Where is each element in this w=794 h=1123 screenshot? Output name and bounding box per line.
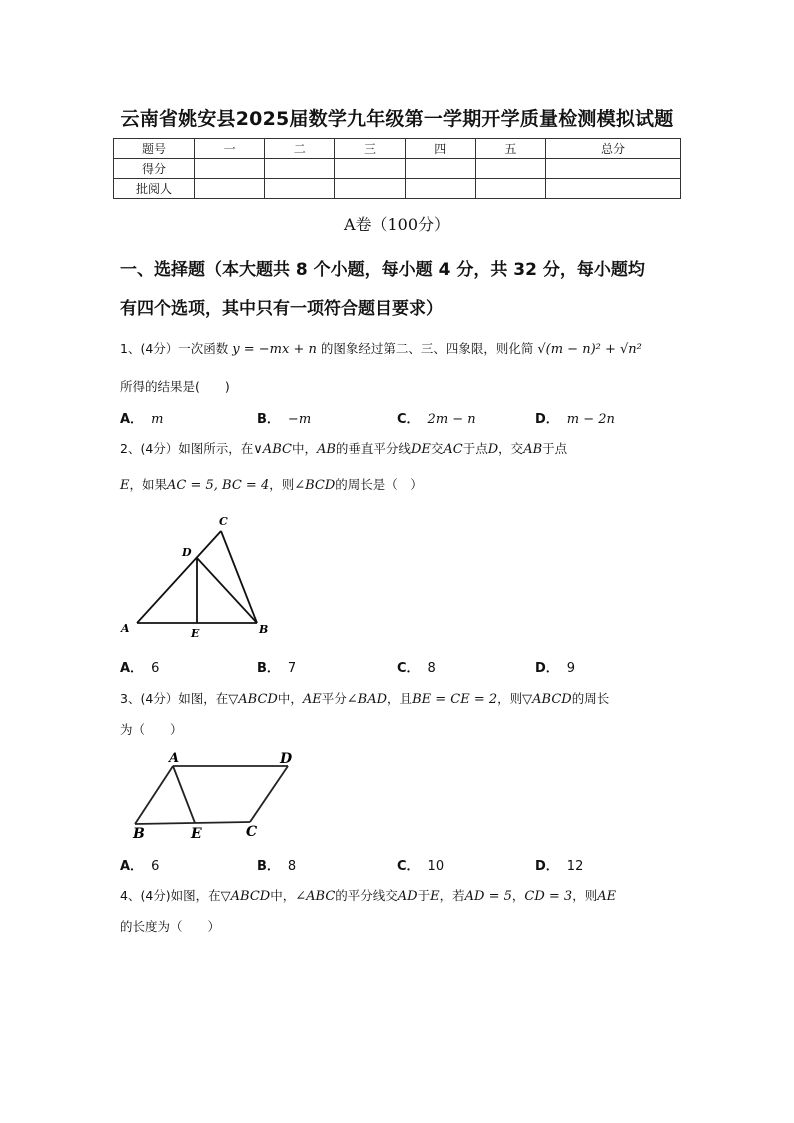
option-value: −m [287, 412, 312, 427]
segment-cb [221, 531, 257, 623]
table-cell: 四 [405, 139, 475, 159]
q3-text: 平分 [321, 691, 347, 706]
option-value: 8 [287, 859, 297, 874]
q4-math: E [430, 889, 440, 904]
question-1-line2: 所得的结果是( ) [120, 379, 230, 394]
q2-option-a[interactable] [120, 657, 159, 676]
q2-text: 于点 [462, 441, 488, 456]
table-cell[interactable] [475, 179, 545, 199]
q2-math: AC [443, 442, 463, 457]
q1-expression: √(m − n)² + √n² [537, 342, 642, 357]
table-cell[interactable] [546, 159, 681, 179]
q2-math: D [487, 442, 499, 457]
question-3-line1 [120, 689, 609, 707]
q4-text: 4、(4分)如图，在 [120, 888, 221, 903]
q3-text: 中， [277, 691, 303, 706]
q4-text: ，若 [439, 888, 465, 903]
q1-equation: y = −mx + n [232, 342, 317, 357]
q4-math: CD = 3 [524, 889, 573, 904]
q1-option-c[interactable] [397, 408, 476, 427]
q2-math: AC = 5, BC = 4 [167, 478, 270, 493]
q2-math: ∠BCD [294, 478, 336, 493]
table-cell[interactable] [195, 159, 265, 179]
q3-math: ▽ABCD [522, 692, 572, 707]
option-label: D． [535, 859, 559, 874]
q2-math: E [120, 478, 130, 493]
q3-math: BE = CE = 2 [412, 692, 498, 707]
option-label: D． [535, 661, 559, 676]
option-label: A． [120, 859, 144, 874]
question-2-line2 [120, 475, 423, 493]
q2-text: 中， [291, 441, 317, 456]
label-d: D [182, 546, 192, 559]
q4-math: AE [597, 889, 617, 904]
option-label: C． [397, 859, 420, 874]
q1-option-a[interactable] [120, 408, 163, 427]
q3-option-b[interactable] [257, 855, 296, 874]
q3-text: ，且 [387, 691, 413, 706]
score-table [113, 138, 681, 199]
table-cell[interactable] [265, 159, 335, 179]
segment-ac [137, 531, 221, 623]
table-cell: 五 [475, 139, 545, 159]
option-label: A． [120, 661, 144, 676]
segment-bc [135, 822, 250, 824]
segment-db [197, 558, 257, 623]
q2-math: AB [523, 442, 543, 457]
q2-math: AB [316, 442, 336, 457]
q3-math: ∠BAD [346, 692, 388, 707]
table-cell[interactable] [265, 179, 335, 199]
q4-math: ∠ABC [295, 889, 336, 904]
label-e: E [191, 627, 200, 640]
option-value: m − 2n [566, 412, 615, 427]
table-row [114, 159, 681, 179]
q2-triangle-figure [115, 510, 275, 645]
q4-math: AD = 5 [464, 889, 512, 904]
q4-text: ，则 [572, 888, 598, 903]
table-cell: 三 [335, 139, 405, 159]
q2-text: 2、(4分）如图所示，在 [120, 441, 254, 456]
option-label: C． [397, 412, 420, 427]
question-1-line1 [120, 339, 642, 357]
q4-text: 中， [270, 888, 296, 903]
option-label: D． [535, 412, 559, 427]
label-b: B [133, 826, 145, 842]
q2-text: ，则 [269, 477, 295, 492]
q4-text: 于 [417, 888, 431, 903]
option-value: 7 [287, 661, 297, 676]
option-value: 10 [427, 859, 445, 874]
q3-math: ▽ABCD [228, 692, 278, 707]
q2-text: ，如果 [129, 477, 168, 492]
table-cell: 总分 [546, 139, 681, 159]
table-cell[interactable] [405, 159, 475, 179]
page-title: 云南省姚安县2025届数学九年级第一学期开学质量检测模拟试题 [120, 108, 674, 130]
option-value: 9 [566, 661, 576, 676]
section-heading-line2: 有四个选项，其中只有一项符合题目要求） [120, 299, 443, 319]
q4-math: ▽ABCD [220, 889, 271, 904]
label-c: C [246, 824, 258, 840]
table-cell[interactable] [405, 179, 475, 199]
juan-heading: A卷（100分） [343, 215, 451, 234]
table-cell[interactable] [335, 159, 405, 179]
option-value: 2m − n [427, 412, 476, 427]
table-cell: 一 [195, 139, 265, 159]
option-label: C． [397, 661, 420, 676]
q4-text: ， [511, 888, 525, 903]
label-c: C [219, 515, 228, 528]
q3-parallelogram-figure [125, 748, 305, 843]
question-2-line1 [120, 439, 567, 457]
score-table-header [114, 139, 681, 159]
label-a: A [121, 622, 130, 635]
table-cell: 得分 [114, 159, 195, 179]
option-value: 6 [151, 661, 160, 676]
q3-option-a[interactable] [120, 855, 159, 874]
q1-option-b[interactable] [257, 408, 311, 427]
q2-text: 的垂直平分线 [335, 441, 411, 456]
q2-text: 交 [430, 441, 444, 456]
segment-ae [173, 766, 195, 823]
option-label: A． [120, 412, 144, 427]
table-cell[interactable] [195, 179, 265, 199]
question-4-line1 [120, 886, 616, 904]
q1-option-d[interactable] [535, 408, 615, 427]
option-value: m [151, 412, 164, 427]
q2-option-c[interactable] [397, 657, 436, 676]
q2-text: ，交 [498, 441, 524, 456]
q3-option-d[interactable] [535, 855, 583, 874]
label-e: E [191, 826, 202, 842]
label-b: B [259, 623, 269, 636]
option-label: B． [257, 412, 280, 427]
q3-text: ，则 [497, 691, 523, 706]
q4-text: 的平分线交 [335, 888, 398, 903]
question-3-line2: 为（ ） [120, 722, 183, 737]
q3-option-c[interactable] [397, 855, 444, 874]
table-cell: 二 [265, 139, 335, 159]
section-heading-line1: 一、选择题（本大题共 8 个小题，每小题 4 分，共 32 分，每小题均 [120, 260, 645, 280]
q3-math: AE [302, 692, 322, 707]
table-cell[interactable] [475, 159, 545, 179]
table-cell[interactable] [546, 179, 681, 199]
label-d: D [280, 751, 293, 767]
option-value: 12 [566, 859, 584, 874]
q4-math: AD [397, 889, 418, 904]
option-value: 8 [427, 661, 436, 676]
q1-text: 1、(4分）一次函数 [120, 341, 229, 356]
table-cell[interactable] [335, 179, 405, 199]
table-row [114, 179, 681, 199]
q3-text: 3、(4分）如图，在 [120, 691, 229, 706]
segment-dc [250, 766, 288, 822]
q2-option-b[interactable] [257, 657, 296, 676]
q2-text: 于点 [542, 441, 568, 456]
label-a: A [169, 751, 180, 766]
question-4-line2: 的长度为（ ） [120, 919, 221, 934]
q2-text: 的周长是（ ） [335, 477, 423, 492]
q3-text: 的周长 [571, 691, 610, 706]
option-label: B． [257, 859, 280, 874]
table-cell: 题号 [114, 139, 195, 159]
q2-option-d[interactable] [535, 657, 575, 676]
q1-text: 的图象经过第二、三、四象限，则化简 [320, 341, 534, 356]
table-cell: 批阅人 [114, 179, 195, 199]
option-label: B． [257, 661, 280, 676]
segment-ab [135, 766, 173, 824]
q2-math: DE [410, 442, 431, 457]
option-value: 6 [151, 859, 160, 874]
q2-math: ∨ABC [253, 442, 292, 457]
